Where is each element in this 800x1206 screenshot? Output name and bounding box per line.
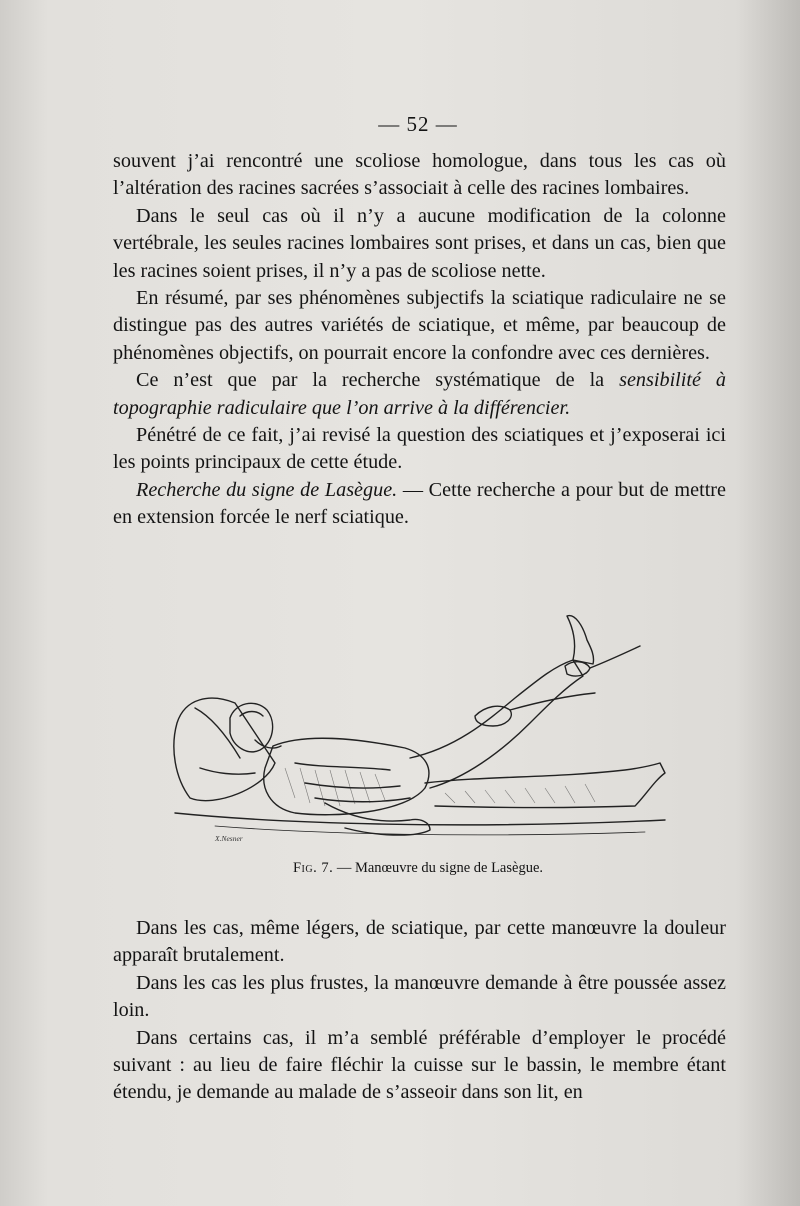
paragraph: En résumé, par ses phénomènes subjectifs la sciatique radiculaire ne se distingue pas des autres variétés de sciatique, et même, par beaucoup de phénomènes objectifs, on pourrait encore la confondre avec ces dernières. (113, 287, 726, 364)
figure-lasegue-illustration (155, 598, 675, 848)
figure-caption (0, 860, 800, 877)
extended-leg-shape (425, 763, 665, 808)
engraver-signature: X.Nesner (215, 834, 243, 843)
page-number: — 52 — (378, 112, 458, 136)
body-text-bottom (113, 915, 726, 1107)
body-text-top (113, 148, 726, 532)
raised-foot-shape (567, 616, 594, 664)
patient-leg-raise-drawing (155, 598, 675, 848)
paragraph: Dans les cas les plus frustes, la manœuvre demande à être poussée assez loin. (113, 971, 726, 1022)
paragraph: souvent j’ai rencontré une scoliose homologue, dans tous les cas où l’altération des racines sacrées s’associait à celle des racines lombaires. (113, 150, 726, 200)
paragraph-text: Ce n’est que par la recherche systématique de la (136, 369, 620, 392)
paragraph-text: — Cette recherche a pour but de mettre en extension forcée le nerf sciatique. (113, 478, 726, 529)
figure-label: Fig. 7. (292, 860, 334, 876)
examiner-hand-ankle (565, 662, 590, 676)
italic-phrase: sensibilité à topographie radiculaire que l’on arrive à la différencier. (113, 369, 726, 419)
raised-leg-shape (410, 660, 583, 788)
paragraph (113, 367, 726, 422)
torso-shape (264, 738, 429, 815)
paragraph: Pénétré de ce fait, j’ai revisé la question des sciatiques et j’exposerai ici les points principaux de cette étude. (113, 424, 726, 474)
section-heading-italic: Recherche du signe de Lasègue. (136, 478, 398, 501)
paragraph (113, 477, 726, 532)
caption-text: — Manœuvre du signe de Lasègue. (333, 860, 544, 876)
paragraph: Dans le seul cas où il n’y a aucune modification de la colonne vertébrale, les seules racines lombaires sont prises, et dans un cas, bien que les racines soient prises, il n’y a pas de scoliose nette. (113, 204, 726, 282)
paragraph: Dans certains cas, il m’a semblé préférable d’employer le procédé suivant : au lieu de faire fléchir la cuisse sur le bassin, le membre étant étendu, je demande au malade de s’asseoir dans son lit, en (113, 1026, 726, 1104)
paragraph: Dans les cas, même légers, de sciatique, par cette manœuvre la douleur apparaît brutalement. (113, 917, 726, 967)
